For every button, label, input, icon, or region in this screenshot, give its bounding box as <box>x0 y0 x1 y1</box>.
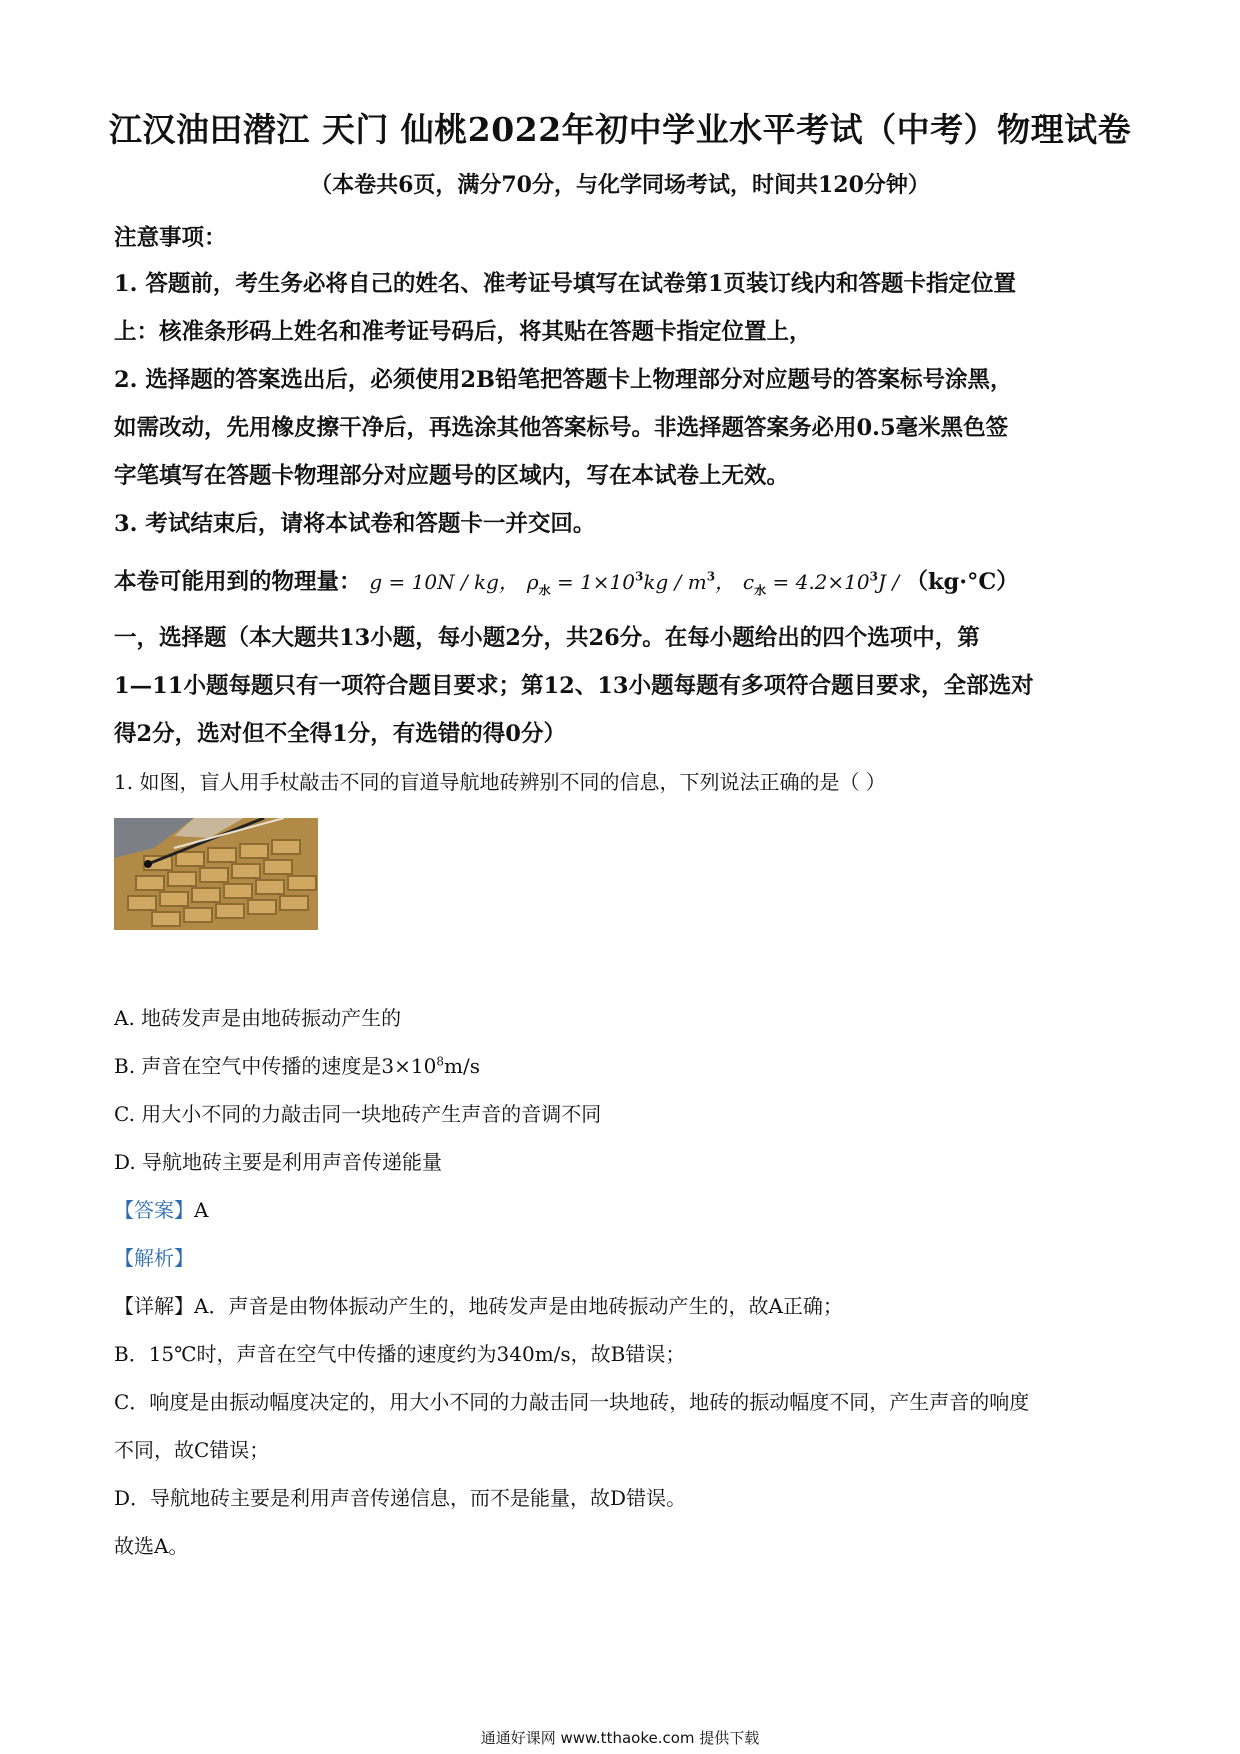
water-heat-symbol: c <box>742 570 755 594</box>
option-a: A. 地砖发声是由地砖振动产生的 <box>114 1006 402 1030</box>
water-density-value: = 1×10 <box>550 570 635 594</box>
water-density-unit: kg / m <box>643 570 707 594</box>
constants-label: 本卷可能用到的物理量： <box>114 569 362 595</box>
notice-line: 2. 选择题的答案选出后，必须使用2B铅笔把答题卡上物理部分对应题号的答案标号涂黑， <box>114 367 1013 393</box>
water-density-symbol: ρ <box>526 570 539 594</box>
section-line: 得2分，选对但不全得1分，有选错的得0分） <box>114 721 566 747</box>
constants-line <box>114 564 1134 599</box>
notice-line: 字笔填写在答题卡物理部分对应题号的区域内，写在本试卷上无效。 <box>114 463 790 489</box>
option-b-exponent: 8 <box>436 1054 444 1069</box>
section-line: 一，选择题（本大题共13小题，每小题2分，共26分。在每小题给出的四个选项中，第 <box>114 625 980 651</box>
answer-value: A <box>194 1198 209 1222</box>
option-b-text: B. 声音在空气中传播的速度是3×10 <box>114 1054 437 1078</box>
water-density-exponent: 3 <box>635 569 644 584</box>
detail-line: D．导航地砖主要是利用声音传递信息，而不是能量，故D错误。 <box>114 1486 687 1510</box>
option-b-unit: m/s <box>443 1054 480 1078</box>
answer-tag: 【答案】 <box>114 1198 194 1222</box>
detail-line: B．15℃时，声音在空气中传播的速度约为340m/s，故B错误； <box>114 1342 686 1366</box>
water-heat-subscript: 水 <box>754 583 767 598</box>
notice-line: 3. 考试结束后，请将本试卷和答题卡一并交回。 <box>114 511 596 537</box>
section-line: 1—11小题每题只有一项符合题目要求；第12、13小题每题有多项符合题目要求，全部选对 <box>114 673 1034 699</box>
detail-line <box>114 1290 1134 1319</box>
exam-subtitle: （本卷共6页，满分70分，与化学同场考试，时间共120分钟） <box>310 172 930 198</box>
option-b <box>114 1050 1134 1079</box>
notice-line: 如需改动，先用橡皮擦干净后，再选涂其他答案标号。非选择题答案务必用0.5毫米黑色签 <box>114 415 1009 441</box>
water-density-unit-exponent: 3 <box>706 569 716 584</box>
detail-tag: 【详解】 <box>114 1294 194 1318</box>
detail-line: 故选A。 <box>114 1534 189 1558</box>
option-d: D. 导航地砖主要是利用声音传递能量 <box>114 1150 443 1174</box>
analysis-tag: 【解析】 <box>114 1246 194 1270</box>
exam-title: 江汉油田潜江 天门 仙桃2022年初中学业水平考试（中考）物理试卷 <box>108 110 1132 149</box>
notice-line: 上：核准条形码上姓名和准考证号码后，将其贴在答题卡指定位置上， <box>114 319 812 345</box>
detail-line: C．响度是由振动幅度决定的，用大小不同的力敲击同一块地砖，地砖的振动幅度不同，产生声音的响度 <box>114 1390 1030 1414</box>
tile-illustration <box>114 818 318 930</box>
water-heat-unit: J / <box>877 570 906 594</box>
footer-download-link[interactable]: 通通好课网 www.tthaoke.com 提供下载 <box>480 1729 760 1747</box>
notice-line: 1. 答题前，考生务必将自己的姓名、准考证号填写在试卷第1页装订线内和答题卡指定位置 <box>114 271 1016 297</box>
gravity-constant: g = 10N / kg， <box>369 570 519 594</box>
blind-tile-photo <box>114 818 318 930</box>
water-heat-exponent: 3 <box>869 569 878 584</box>
water-heat-unit-tail: （kg·°C） <box>905 569 1019 595</box>
answer-line <box>114 1194 1134 1223</box>
detail-text: A．声音是由物体振动产生的，地砖发声是由地砖振动产生的，故A正确； <box>194 1294 843 1318</box>
option-c: C. 用大小不同的力敲击同一块地砖产生声音的音调不同 <box>114 1102 602 1126</box>
notice-heading: 注意事项： <box>114 225 227 251</box>
detail-line: 不同，故C错误； <box>114 1438 270 1462</box>
constants-separator: ， <box>715 570 736 594</box>
water-heat-value: = 4.2×10 <box>766 570 870 594</box>
water-density-subscript: 水 <box>538 583 551 598</box>
question-stem: 1. 如图，盲人用手杖敲击不同的盲道导航地砖辨别不同的信息，下列说法正确的是（ ） <box>114 770 886 794</box>
